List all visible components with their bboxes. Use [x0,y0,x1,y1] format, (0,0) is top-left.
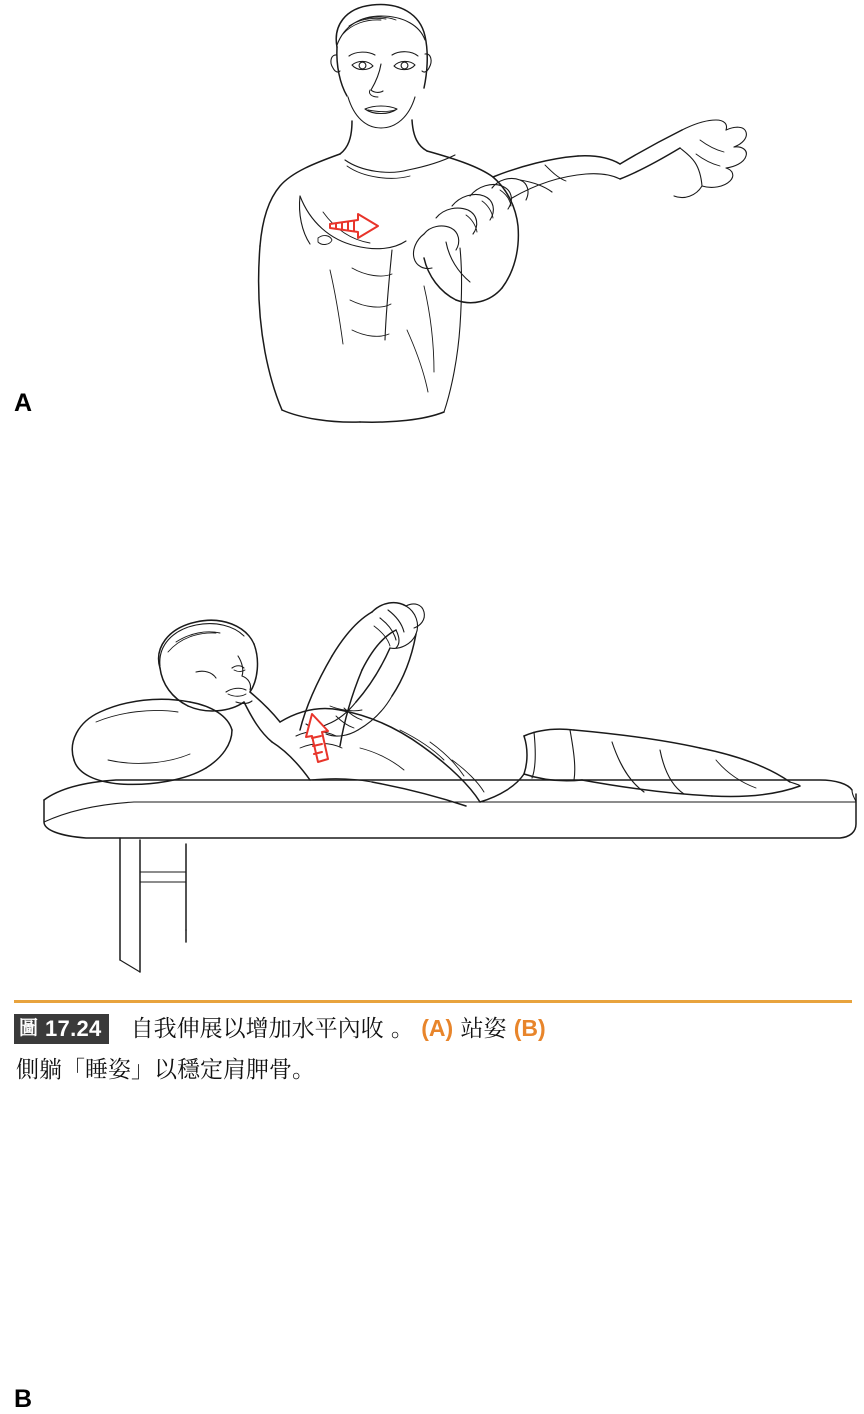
caption-body [14,1012,854,1086]
caption-text-line-1 [131,1012,546,1046]
direction-arrow-b [306,714,328,762]
caption-text-line-2: 側躺「睡姿」以穩定肩胛骨。 [16,1056,315,1083]
caption-text-before-a: 自我伸展以增加水平內收 。 [130,1016,422,1042]
figure-tag-word: 圖 [19,1017,39,1040]
caption-label-b: (B) [513,1015,546,1041]
figure-tag-number: 17.24 [45,1015,102,1041]
panel-a-illustration [0,0,864,430]
caption-line-1 [14,1012,854,1046]
figure-number-tag [14,1014,109,1044]
caption-label-a: (A) [421,1015,454,1041]
direction-arrow-a [330,214,378,238]
panel-label-a: A [14,389,33,417]
figure-panel-a [0,0,864,430]
panel-label-b: B [14,1385,33,1413]
caption-text-after-a: 站姿 [453,1016,514,1042]
caption-divider [14,1000,852,1003]
panel-b-illustration [0,430,864,995]
